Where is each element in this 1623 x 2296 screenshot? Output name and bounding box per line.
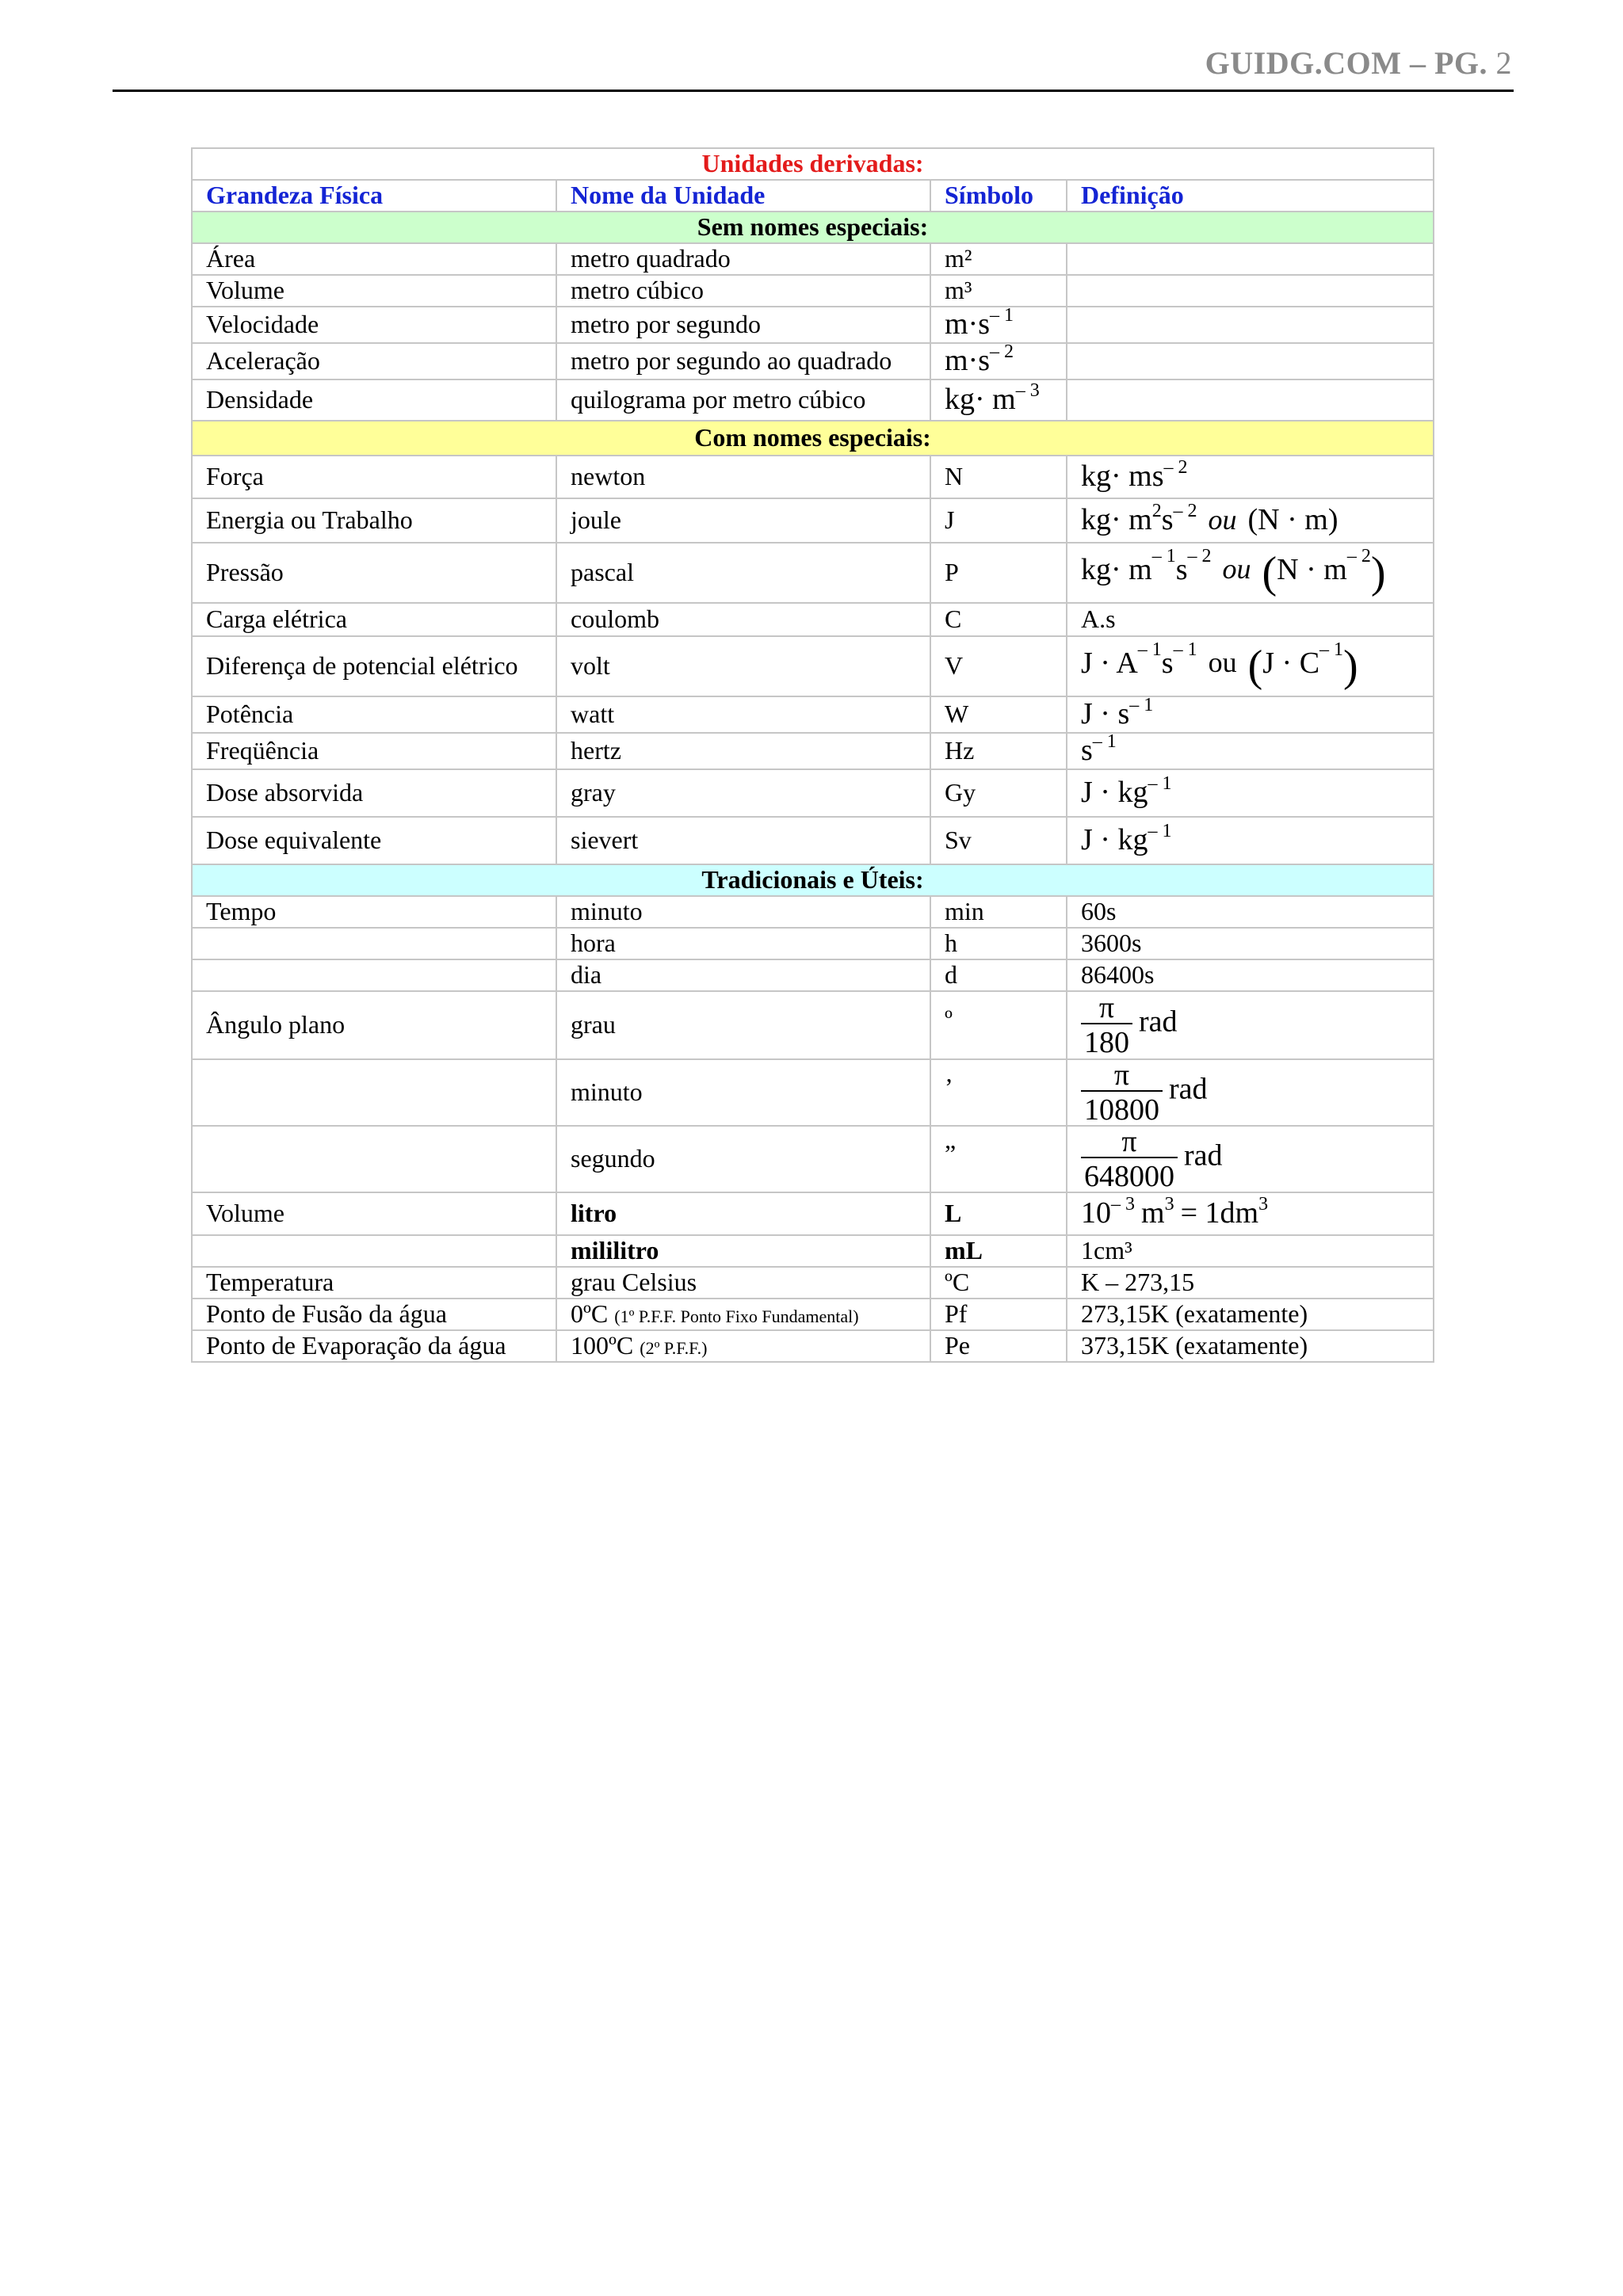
fraction-denominator: 10800 [1081,1090,1163,1125]
paren-close: ) [1370,547,1386,597]
unit-name-cell: hora [556,928,930,959]
table-row [192,928,1434,959]
definition-or: ou [1208,646,1237,679]
unit-name-cell: metro cúbico [556,275,930,307]
quantity-cell [192,1126,556,1192]
definition-base: s [1081,734,1093,768]
derived-units-table [191,147,1434,1363]
column-header: Grandeza Física [192,180,556,212]
unit-name-cell: sievert [556,817,930,864]
definition-base: s [1175,552,1188,586]
quantity-cell: Carga elétrica [192,603,556,636]
definition-base: kg· ms [1081,460,1164,494]
quantity-cell: Área [192,243,556,275]
quantity-cell: Freqüência [192,733,556,769]
unit-name-cell: segundo [556,1126,930,1192]
symbol-cell: Hz [930,733,1067,769]
symbol-cell: Gy [930,769,1067,817]
quantity-cell: Pressão [192,543,556,603]
definition-cell [1067,498,1434,543]
definition-base: J · A [1081,646,1138,680]
definition-cell: 3600s [1067,928,1434,959]
definition-exponent: 3 [1258,1194,1269,1215]
symbol-base: kg· m [945,383,1016,417]
site-name: GUIDG.COM – PG. [1205,45,1487,81]
definition-exponent: 2 [1151,501,1162,522]
symbol-cell: d [930,959,1067,991]
table-row [192,1192,1434,1235]
symbol-cell: W [930,696,1067,733]
quantity-cell: Força [192,456,556,498]
quantity-cell: Energia ou Trabalho [192,498,556,543]
definition-or: ou [1222,553,1251,585]
definition-base: kg· m [1081,503,1152,537]
quantity-cell: Diferença de potencial elétrico [192,636,556,696]
definition-cell: 373,15K (exatamente) [1067,1330,1434,1362]
unit-name-cell: metro por segundo ao quadrado [556,343,930,379]
unit-name-cell: mililitro [556,1235,930,1267]
definition-cell [1067,696,1434,733]
symbol-cell [930,307,1067,343]
definition-exponent: – 1 [1092,733,1117,753]
symbol-cell: min [930,896,1067,928]
quantity-cell [192,1059,556,1126]
unit-name-cell: pascal [556,543,930,603]
quantity-cell [192,928,556,959]
table-row [192,1059,1434,1126]
definition-cell [1067,1192,1434,1235]
unit-name-cell: volt [556,636,930,696]
fraction-numerator: π [1113,1059,1130,1092]
table-row [192,343,1434,379]
definition-cell [1067,1059,1434,1126]
column-header: Nome da Unidade [556,180,930,212]
definition-exponent: – 1 [1148,821,1172,842]
paren-open: ( [1247,641,1263,691]
table-title: Unidades derivadas: [192,148,1434,180]
unit-name-cell: litro [556,1192,930,1235]
section-row [192,421,1434,456]
fraction-numerator: π [1098,991,1115,1024]
table-row [192,733,1434,769]
table-row [192,636,1434,696]
table-row [192,1235,1434,1267]
table-row [192,379,1434,421]
quantity-cell: Temperatura [192,1267,556,1299]
definition-base: s [1161,503,1174,537]
symbol-cell: h [930,928,1067,959]
definition-cell [1067,769,1434,817]
definition-cell [1067,636,1434,696]
symbol-exponent: – 1 [990,307,1014,326]
column-header: Símbolo [930,180,1067,212]
definition-alt: J · C [1262,646,1320,680]
definition-alt: (N · m) [1247,503,1338,537]
definition-cell: K – 273,15 [1067,1267,1434,1299]
table-row [192,307,1434,343]
table-row [192,1126,1434,1192]
definition-cell [1067,243,1434,275]
table-row [192,959,1434,991]
unit-name-cell: metro por segundo [556,307,930,343]
definition-cell [1067,733,1434,769]
definition-exponent: – 2 [1173,501,1197,522]
definition-cell [1067,343,1434,379]
definition-exponent: – 1 [1151,545,1176,566]
symbol-cell: Pf [930,1299,1067,1330]
table-title-row [192,148,1434,180]
symbol-cell: ºC [930,1267,1067,1299]
table-row [192,817,1434,864]
fraction [1081,1060,1163,1125]
unit-name-cell: grau Celsius [556,1267,930,1299]
page-header [1205,44,1512,82]
table-row [192,456,1434,498]
unit-name-note: (1º P.F.F. Ponto Fixo Fundamental) [614,1306,859,1327]
quantity-cell: Volume [192,1192,556,1235]
column-header: Definição [1067,180,1434,212]
paren-open: ( [1262,547,1277,597]
symbol-cell: V [930,636,1067,696]
table-row [192,275,1434,307]
definition-cell [1067,543,1434,603]
quantity-cell: Ponto de Fusão da água [192,1299,556,1330]
section-title: Sem nomes especiais: [192,212,1434,243]
symbol-cell: N [930,456,1067,498]
fraction [1081,993,1132,1058]
definition-alt: N · m [1277,552,1347,586]
unit-name-text: 100ºC [571,1331,634,1360]
symbol-exponent: – 3 [1015,380,1040,402]
quantity-cell: Densidade [192,379,556,421]
unit-name-cell: minuto [556,896,930,928]
fraction-numerator: π [1121,1126,1137,1158]
symbol-base: m·s [945,344,990,378]
unit-name-cell: hertz [556,733,930,769]
quantity-cell: Velocidade [192,307,556,343]
definition-exponent: – 1 [1137,639,1162,660]
table-row [192,543,1434,603]
quantity-cell: Ponto de Evaporação da água [192,1330,556,1362]
definition-unit: rad [1184,1138,1223,1173]
symbol-cell: L [930,1192,1067,1235]
symbol-cell: Sv [930,817,1067,864]
definition-exponent: – 2 [1187,545,1212,566]
symbol-cell: º [930,991,1067,1059]
unit-name-cell: dia [556,959,930,991]
table-row [192,1330,1434,1362]
definition-cell [1067,275,1434,307]
definition-exponent: – 2 [1346,545,1371,566]
symbol-cell [930,343,1067,379]
definition-exponent: – 3 [1111,1194,1135,1215]
quantity-cell: Dose equivalente [192,817,556,864]
unit-name-cell: joule [556,498,930,543]
definition-exponent: – 1 [1148,773,1172,795]
symbol-cell: m³ [930,275,1067,307]
paren-close: ) [1343,641,1358,691]
symbol-base: m·s [945,307,990,341]
definition-cell [1067,307,1434,343]
unit-name-cell: metro quadrado [556,243,930,275]
symbol-cell: C [930,603,1067,636]
definition-base: kg· m [1081,552,1152,586]
definition-cell [1067,1126,1434,1192]
table-row [192,696,1434,733]
unit-name-cell: gray [556,769,930,817]
unit-name-cell: quilograma por metro cúbico [556,379,930,421]
definition-base: J · kg [1081,823,1148,857]
unit-name-cell: watt [556,696,930,733]
table-row [192,896,1434,928]
definition-exponent: 3 [1164,1194,1174,1215]
symbol-cell: Pe [930,1330,1067,1362]
table-row [192,603,1434,636]
unit-name-cell: coulomb [556,603,930,636]
symbol-exponent: – 2 [990,343,1014,363]
definition-exponent: – 1 [1319,639,1344,660]
section-row [192,212,1434,243]
definition-cell [1067,456,1434,498]
table-row [192,498,1434,543]
symbol-cell: P [930,543,1067,603]
definition-cell [1067,817,1434,864]
quantity-cell [192,959,556,991]
page-number: 2 [1495,45,1512,81]
quantity-cell [192,1235,556,1267]
unit-name-cell: grau [556,991,930,1059]
definition-base: s [1161,646,1174,680]
definition-cell [1067,991,1434,1059]
fraction-denominator: 180 [1081,1023,1132,1058]
symbol-cell: m² [930,243,1067,275]
definition-unit: rad [1169,1072,1208,1106]
section-title: Tradicionais e Úteis: [192,864,1434,896]
symbol-cell: ’ [930,1059,1067,1126]
definition-cell: 86400s [1067,959,1434,991]
unit-name-note: (2º P.F.F.) [640,1338,708,1359]
symbol-cell: ” [930,1126,1067,1192]
quantity-cell: Tempo [192,896,556,928]
definition-or: ou [1208,504,1237,536]
table-header-row [192,180,1434,212]
unit-name-cell: newton [556,456,930,498]
section-title: Com nomes especiais: [192,421,1434,456]
table-row [192,243,1434,275]
definition-cell: 273,15K (exatamente) [1067,1299,1434,1330]
definition-base: J · s [1081,697,1130,731]
unit-name-cell [556,1330,930,1362]
quantity-cell: Aceleração [192,343,556,379]
table-row [192,1267,1434,1299]
definition-cell: A.s [1067,603,1434,636]
definition-base: 10 [1081,1196,1111,1230]
quantity-cell: Dose absorvida [192,769,556,817]
definition-exponent: – 1 [1129,696,1154,716]
definition-base: J · kg [1081,776,1148,810]
table-row [192,991,1434,1059]
symbol-cell: mL [930,1235,1067,1267]
definition-cell [1067,379,1434,421]
fraction [1081,1127,1178,1192]
definition-base: m [1141,1196,1165,1230]
quantity-cell: Ângulo plano [192,991,556,1059]
symbol-cell: J [930,498,1067,543]
header-rule [113,90,1514,92]
definition-unit: rad [1139,1005,1178,1039]
unit-name-cell [556,1299,930,1330]
definition-exponent: – 1 [1173,639,1197,660]
definition-base: = 1dm [1180,1196,1259,1230]
unit-name-cell: minuto [556,1059,930,1126]
quantity-cell: Potência [192,696,556,733]
fraction-denominator: 648000 [1081,1157,1178,1192]
table-row [192,769,1434,817]
quantity-cell: Volume [192,275,556,307]
table-row [192,1299,1434,1330]
section-row [192,864,1434,896]
definition-cell: 60s [1067,896,1434,928]
definition-exponent: – 2 [1163,457,1188,479]
definition-cell: 1cm³ [1067,1235,1434,1267]
symbol-cell [930,379,1067,421]
unit-name-text: 0ºC [571,1299,609,1329]
